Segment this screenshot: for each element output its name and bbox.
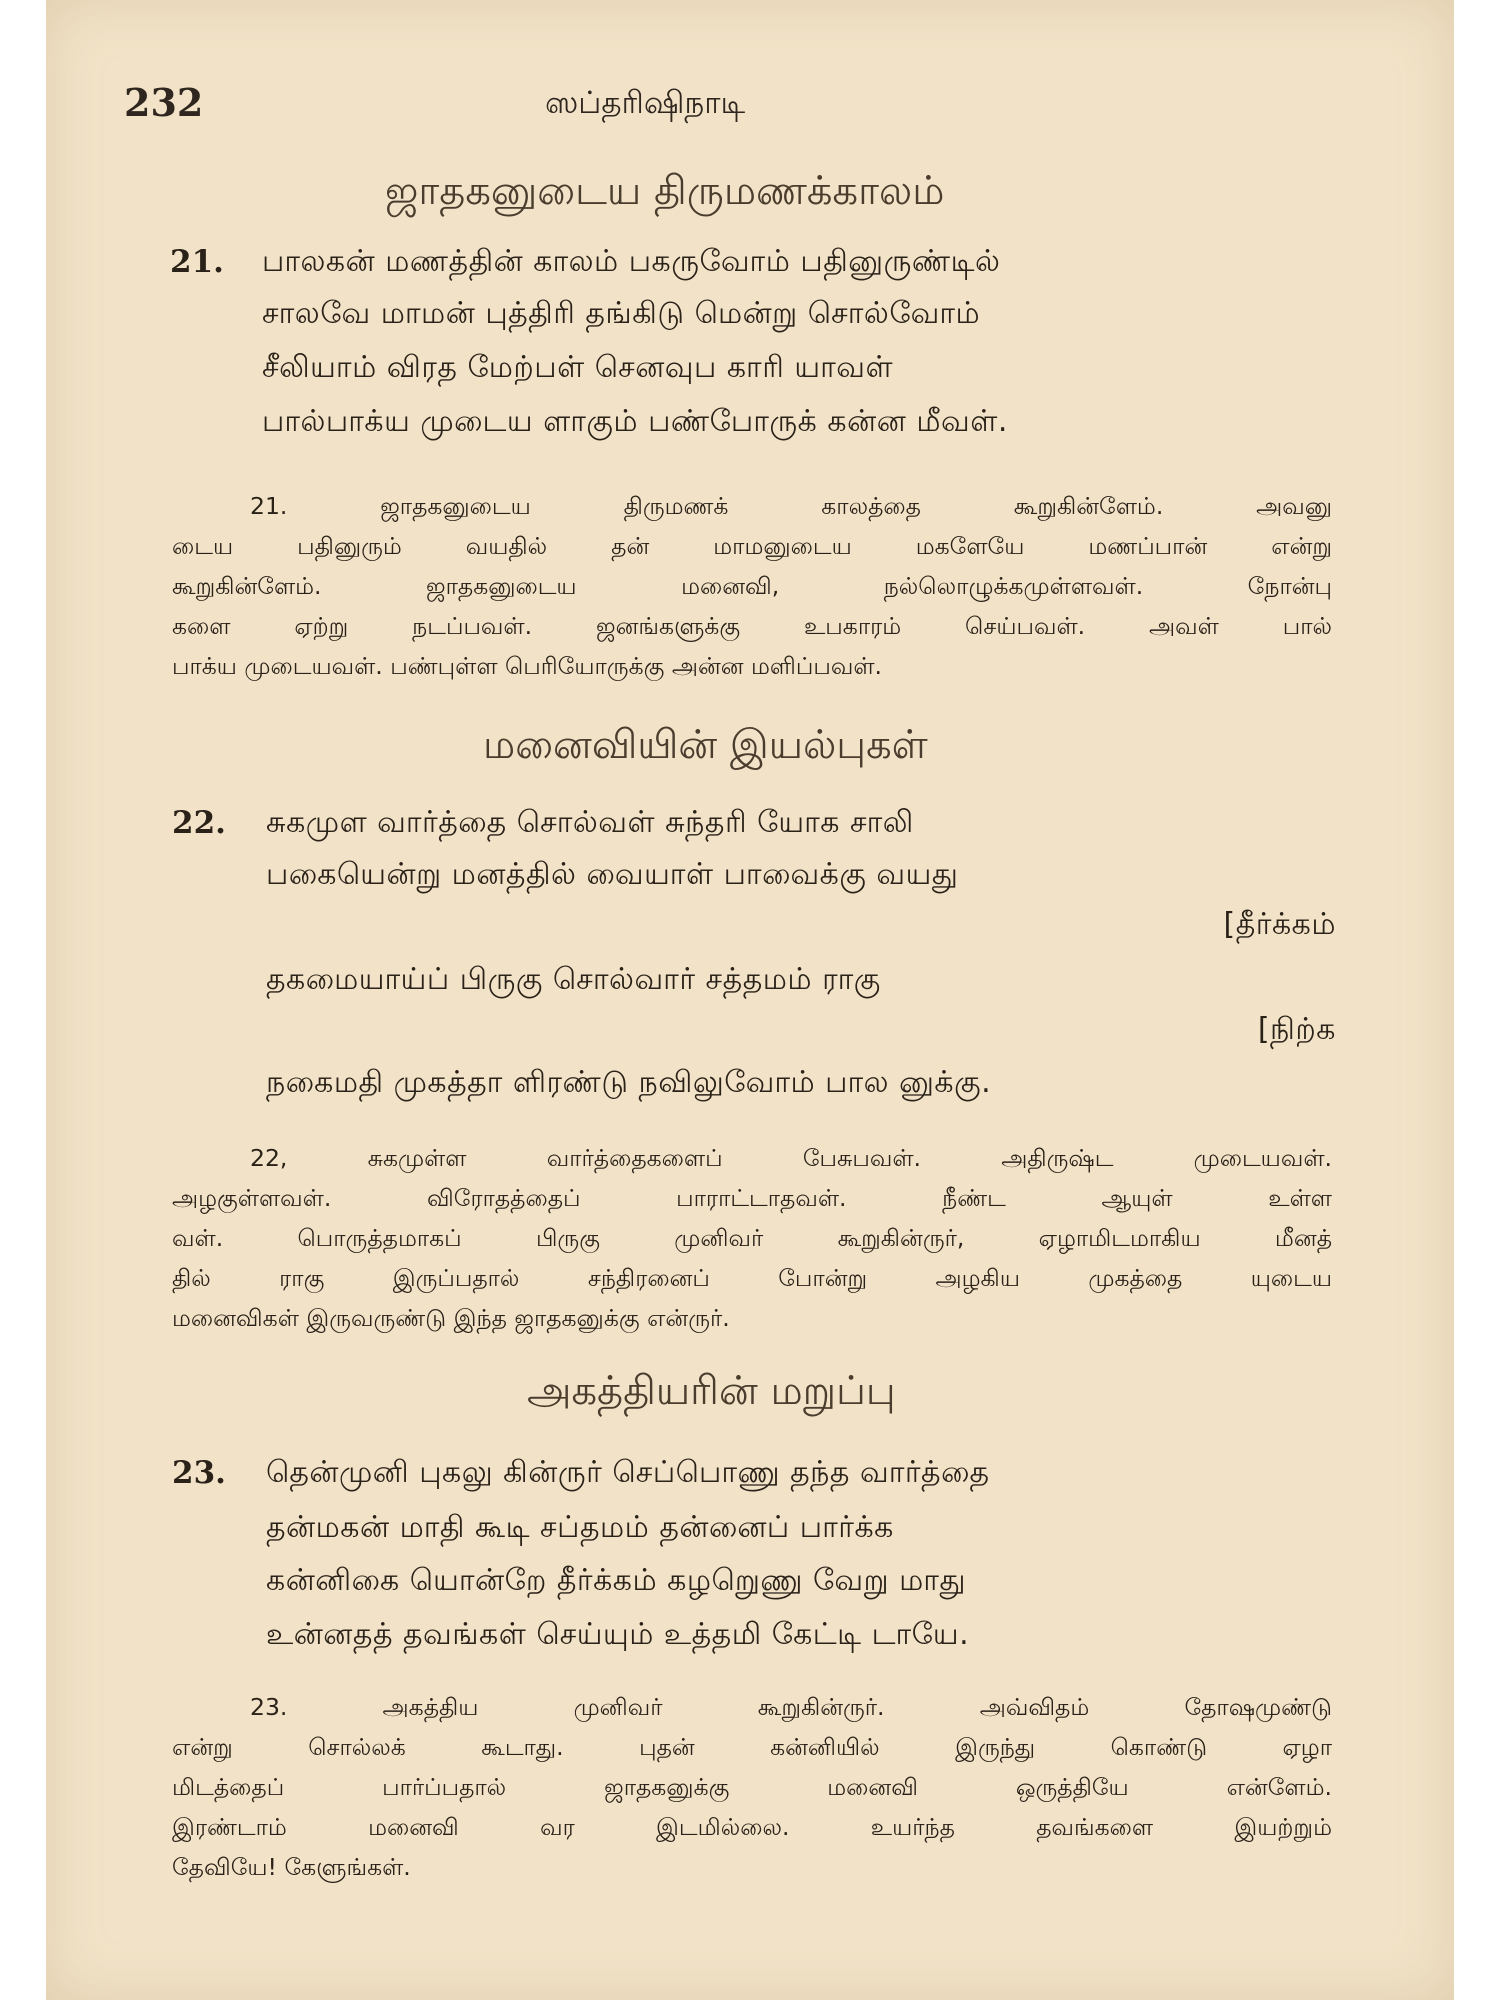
section-heading-2: மனைவியின் இயல்புகள் [483,722,928,768]
verse-22-bracket-2: [நிற்க [1257,1012,1336,1047]
commentary-21-line-2: டைய பதினுரும் வயதில் தன் மாமனுடைய மகளேயே மணப்பான் என்று [172,532,1332,560]
running-title: ஸப்தரிஷிநாடி [545,85,746,121]
verse-22-line-3: தகமையாய்ப் பிருகு சொல்வார் சத்தமம் ராகு [266,962,881,997]
commentary-22-line-1: 22, சுகமுள்ள வார்த்தைகளைப் பேசுபவள். அதிருஷ்ட முடையவள். [250,1144,1332,1172]
verse-number-22: 22. [172,805,226,841]
commentary-23-line-2: என்று சொல்லக் கூடாது. புதன் கன்னியில் இருந்து கொண்டு ஏழா [172,1733,1332,1761]
commentary-23 [172,1687,1332,1887]
verse-21-line-4: பால்பாக்ய முடைய ளாகும் பண்போருக் கன்ன மீவள். [262,404,1008,439]
commentary-23-line-3: மிடத்தைப் பார்ப்பதால் ஜாதகனுக்கு மனைவி ஒருத்தியே என்ளேம். [172,1773,1332,1801]
verse-23-line-1: தென்முனி புகலு கின்ருர் செப்பொணு தந்த வார்த்தை [266,1455,990,1490]
verse-21-line-2: சாலவே மாமன் புத்திரி தங்கிடு மென்று சொல்வோம் [262,296,981,331]
commentary-21 [172,486,1332,686]
verse-22-bracket-1: [தீர்க்கம் [1223,907,1336,942]
verse-22-line-2: பகையென்று மனத்தில் வையாள் பாவைக்கு வயது [266,857,959,892]
commentary-23-line-4: இரண்டாம் மனைவி வர இடமில்லை. உயர்ந்த தவங்களை இயற்றும் [172,1813,1332,1841]
commentary-22-line-5: மனைவிகள் இருவருண்டு இந்த ஜாதகனுக்கு என்ருர். [172,1304,730,1332]
commentary-21-line-1: 21. ஜாதகனுடைய திருமணக் காலத்தை கூறுகின்ளேம். அவனு [250,492,1332,520]
commentary-23-line-1: 23. அகத்திய முனிவர் கூறுகின்ருர். அவ்விதம் தோஷமுண்டு [250,1693,1332,1721]
section-heading-3: அகத்தியரின் மறுப்பு [527,1368,896,1414]
verse-number-23: 23. [172,1455,226,1491]
verse-21-line-1: பாலகன் மணத்தின் காலம் பகருவோம் பதினுருண்டில் [262,244,1001,279]
commentary-22-line-4: தில் ராகு இருப்பதால் சந்திரனைப் போன்று அழகிய முகத்தை யுடைய [172,1264,1332,1292]
commentary-22-line-2: அழகுள்ளவள். விரோதத்தைப் பாராட்டாதவள். நீண்ட ஆயுள் உள்ள [172,1184,1332,1212]
commentary-21-line-5: பாக்ய முடையவள். பண்புள்ள பெரியோருக்கு அன்ன மளிப்பவள். [172,652,883,680]
verse-23-line-2: தன்மகன் மாதி கூடி சப்தமம் தன்னைப் பார்க்க [266,1510,894,1545]
verse-22-line-4: நகைமதி முகத்தா ளிரண்டு நவிலுவோம் பால னுக்கு. [266,1065,992,1100]
commentary-22 [172,1138,1332,1338]
commentary-23-line-5: தேவியே! கேளுங்கள். [172,1853,411,1881]
commentary-22-line-3: வள். பொருத்தமாகப் பிருகு முனிவர் கூறுகின்ருர், ஏழாமிடமாகிய மீனத் [172,1224,1332,1252]
commentary-21-line-3: கூறுகின்ளேம். ஜாதகனுடைய மனைவி, நல்லொழுக்கமுள்ளவள். நோன்பு [172,572,1332,600]
verse-number-21: 21. [170,244,224,280]
verse-22-line-1: சுகமுள வார்த்தை சொல்வள் சுந்தரி யோக சாலி [266,805,914,840]
verse-23-line-3: கன்னிகை யொன்றே தீர்க்கம் கழறுெணு வேறு மாது [266,1563,966,1598]
commentary-21-line-4: களை ஏற்று நடப்பவள். ஜனங்களுக்கு உபகாரம் செய்பவள். அவள் பால் [172,612,1332,640]
verse-21-line-3: சீலியாம் விரத மேற்பள் செனவுப காரி யாவள் [262,350,894,385]
verse-23-line-4: உன்னதத் தவங்கள் செய்யும் உத்தமி கேட்டி டாயே. [266,1617,970,1652]
section-heading-1: ஜாதகனுடைய திருமணக்காலம் [385,168,945,214]
page-number: 232 [124,80,204,125]
